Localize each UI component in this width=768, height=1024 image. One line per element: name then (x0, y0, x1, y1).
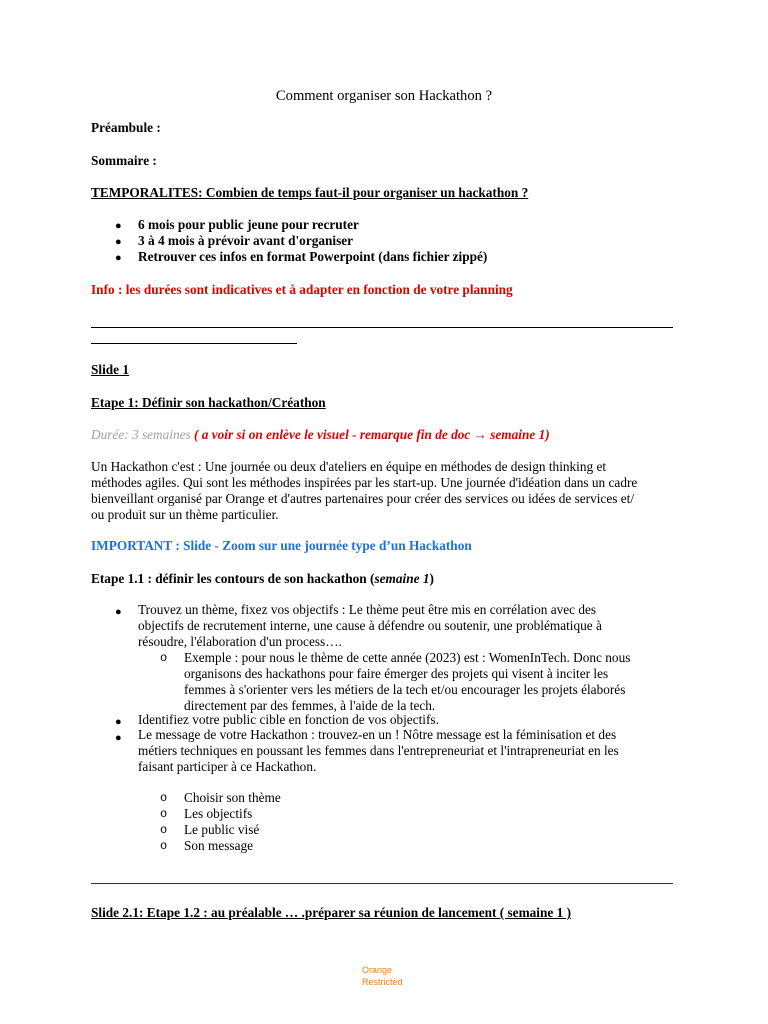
checklist-item: Les objectifs (184, 806, 253, 821)
document-title: Comment organiser son Hackathon ? (275, 88, 493, 104)
sub-list-item-cont: femmes à s'orienter vers les métiers de la tech et/ou encourager les projets élaborés (184, 682, 626, 697)
sub-list-item: Exemple : pour nous le thème de cette année (2023) est : WomenInTech. Donc nous (184, 650, 631, 665)
bullet-icon: ● (115, 220, 122, 232)
separator-line-short (91, 343, 297, 344)
sub-list-item-cont: organisons des hackathons pour faire émerger des projets qui visent à inciter les (184, 666, 609, 681)
bullet-icon: ● (115, 236, 122, 248)
sub-list-item-cont: directement par des femmes, à l'aide de la tech. (184, 698, 436, 713)
separator-line (91, 883, 673, 884)
slide1-heading: Slide 1 (91, 362, 130, 377)
info-note: Info : les durées sont indicatives et à adapter en fonction de votre planning (91, 282, 513, 297)
etape11-heading (91, 571, 434, 587)
paragraph-line: bienveillant organisé par Orange et d'autres partenaires pour créer des services ou idées de services et/ (91, 491, 635, 506)
list-item-cont: objectifs de recrutement interne, une cause à défendre ou soutenir, une problématique à (138, 618, 602, 633)
circle-bullet-icon: o (160, 807, 168, 821)
etape11-end: ) (429, 571, 434, 586)
checklist-item: Le public visé (184, 822, 260, 837)
list-item: Trouvez un thème, fixez vos objectifs : Le thème peut être mis en corrélation avec des (138, 602, 597, 617)
bullet-icon: ● (115, 252, 122, 264)
etape11-text: Etape 1.1 : définir les contours de son hackathon ( (91, 571, 375, 586)
preambule-heading: Préambule : (91, 120, 161, 135)
list-item-cont: faisant participer à ce Hackathon. (138, 759, 317, 774)
circle-bullet-icon: o (160, 823, 168, 837)
circle-bullet-icon: o (160, 839, 168, 853)
classification-label: Restricted (362, 977, 403, 987)
bullet-icon: ● (115, 732, 122, 744)
duree-note: ( a voir si on enlève le visuel - remarque fin de doc → semaine 1) (190, 427, 550, 442)
etape1-heading: Etape 1: Définir son hackathon/Créathon (91, 395, 326, 410)
separator-line (91, 327, 673, 328)
bullet-icon: ● (115, 606, 122, 618)
list-item: Retrouver ces infos en format Powerpoint (dans fichier zippé) (138, 249, 488, 264)
checklist-item: Son message (184, 838, 254, 853)
checklist-item: Choisir son thème (184, 790, 281, 805)
slide21-heading: Slide 2.1: Etape 1.2 : au préalable … .préparer sa réunion de lancement ( semaine 1 ) (91, 905, 572, 920)
sommaire-heading: Sommaire : (91, 153, 157, 168)
paragraph-line: Un Hackathon c'est : Une journée ou deux d'ateliers en équipe en méthodes de design thinking et (91, 459, 607, 474)
important-note: IMPORTANT : Slide - Zoom sur une journée type d’un Hackathon (91, 538, 472, 553)
duree-label: Durée: 3 semaines (91, 427, 191, 442)
temporalites-heading: TEMPORALITES: Combien de temps faut-il pour organiser un hackathon ? (91, 185, 529, 200)
list-item: Identifiez votre public cible en fonction de vos objectifs. (138, 712, 439, 727)
paragraph-line: méthodes agiles. Qui sont les méthodes inspirées par les start-up. Une journée d'idéation dans un cadre (91, 475, 638, 490)
circle-bullet-icon: o (160, 651, 168, 665)
list-item: 6 mois pour public jeune pour recruter (138, 217, 359, 232)
paragraph-line: ou produit sur un thème particulier. (91, 507, 279, 522)
list-item: 3 à 4 mois à prévoir avant d'organiser (138, 233, 354, 248)
list-item-cont: résoudre, l'élaboration d'un process…. (138, 634, 342, 649)
list-item: Le message de votre Hackathon : trouvez-en un ! Nôtre message est la féminisation et des (138, 727, 617, 742)
circle-bullet-icon: o (160, 791, 168, 805)
etape11-italic: semaine 1 (374, 571, 430, 586)
bullet-icon: ● (115, 716, 122, 728)
classification-label: Orange (362, 965, 393, 975)
duree-line (91, 427, 550, 443)
list-item-cont: métiers techniques en poussant les femmes dans l'entrepreneuriat et l'intrapreneuriat en les (138, 743, 619, 758)
